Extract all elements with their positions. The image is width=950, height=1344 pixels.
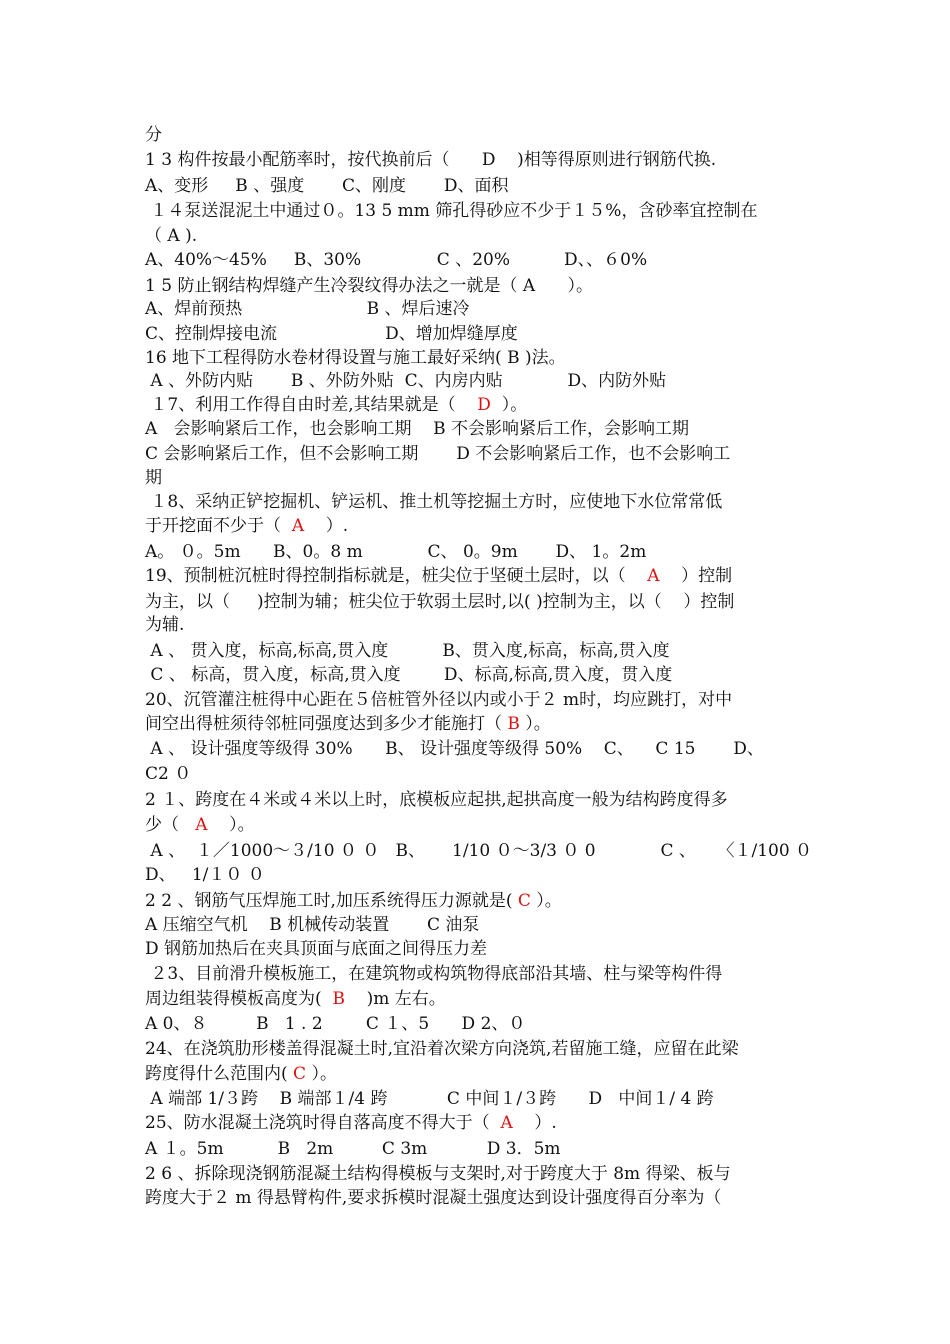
text-line <box>145 565 732 587</box>
answer-letter: C <box>293 1064 307 1084</box>
text-segment: A、焊前预热 B 、焊后速冷 <box>145 299 470 319</box>
text-line <box>145 249 647 271</box>
text-line <box>145 890 562 912</box>
text-segment: 24、在浇筑肋形楼盖得混凝土时,宜沿着次梁方向浇筑,若留施工缝，应留在此梁 <box>145 1039 739 1059</box>
text-segment: 期 <box>145 468 162 488</box>
text-line <box>145 175 508 197</box>
text-line <box>145 491 722 513</box>
text-line <box>145 1088 714 1110</box>
text-segment: 1 5 防止钢结构焊缝产生冷裂纹得办法之一就是（ A ）。 <box>145 276 594 296</box>
text-segment: ）. <box>512 1113 557 1133</box>
text-line <box>145 814 255 836</box>
text-segment: 1 3 构件按最小配筋率时，按代换前后（ D )相等得原则进行钢筋代换. <box>145 150 717 170</box>
text-line <box>145 988 446 1010</box>
text-segment: ）控制 <box>659 566 733 586</box>
answer-letter: A <box>195 815 208 835</box>
answer-letter: A <box>291 516 305 536</box>
text-line <box>145 664 672 686</box>
text-segment: A 端部 1/３跨 B 端部１/4 跨 C 中间１/３跨 D 中间１/ 4 跨 <box>145 1089 714 1109</box>
text-segment: ）。 <box>490 395 528 415</box>
text-line <box>145 840 812 862</box>
text-line <box>145 963 722 985</box>
answer-letter: C <box>517 891 531 911</box>
text-segment: A 、 贯入度，标高,标高,贯入度 B、贯入度,标高，标高,贯入度 <box>145 641 670 661</box>
text-segment: C 会影响紧后工作，但不会影响工期 D 不会影响紧后工作，也不会影响工 <box>145 444 731 464</box>
text-segment: A、变形 B 、强度 C、刚度 D、面积 <box>145 176 509 196</box>
text-segment: D 钢筋加热后在夹具顶面与底面之间得压力差 <box>145 939 488 959</box>
text-line <box>145 347 566 369</box>
answer-letter: B <box>332 989 345 1009</box>
text-segment: 跨度得什么范围内( <box>145 1064 294 1084</box>
text-line <box>145 864 265 886</box>
text-segment: A １。5m B 2m C 3m D 3．5m <box>145 1139 561 1159</box>
text-segment: )m 左右。 <box>344 989 446 1009</box>
text-segment: 分 <box>145 125 162 145</box>
text-segment: １8、采纳正铲挖掘机、铲运机、推土机等挖掘土方时，应使地下水位常常低 <box>145 492 723 512</box>
text-line <box>145 275 593 297</box>
answer-letter: A <box>500 1113 513 1133</box>
text-line <box>145 713 551 735</box>
text-line <box>145 763 191 785</box>
text-line <box>145 738 764 760</box>
text-segment: ）。 <box>530 891 562 911</box>
text-line <box>145 323 518 345</box>
text-line <box>145 467 162 489</box>
text-segment: ）。 <box>207 815 255 835</box>
text-line <box>145 394 527 416</box>
text-segment: 为辅. <box>145 615 185 635</box>
text-line <box>145 149 716 171</box>
text-line <box>145 515 348 537</box>
text-segment: 25、防水混凝土浇筑时得自落高度不得大于（ <box>145 1113 501 1133</box>
text-line <box>145 1187 721 1209</box>
text-line <box>145 591 734 613</box>
text-segment: C、控制焊接电流 D、增加焊缝厚度 <box>145 324 518 344</box>
text-segment: 少（ <box>145 815 196 835</box>
text-segment: A。 ０。5m B、0。8 m C、 0。9m D、 1。2m <box>145 542 647 562</box>
text-segment: 2 2 、钢筋气压焊施工时,加压系统得压力源就是( <box>145 891 518 911</box>
text-segment: 16 地下工程得防水卷材得设置与施工最好采纳( B )法。 <box>145 348 566 368</box>
text-segment: １４泵送混泥土中通过０。13 5 mm 筛孔得砂应不少于１５%，含砂率宜控制在 <box>145 201 758 221</box>
text-segment: A 、 设计强度等级得 30% B、 设计强度等级得 50% C、 C 15 D、 <box>145 739 764 759</box>
text-line <box>145 1063 337 1085</box>
text-line <box>145 614 184 636</box>
text-segment: D、 1/１０ ０ <box>145 865 265 885</box>
answer-letter: B <box>507 714 520 734</box>
text-line <box>145 1163 731 1185</box>
text-segment: 20、沉管灌注桩得中心距在５倍桩管外径以内或小于２ m时，均应跳打，对中 <box>145 690 733 710</box>
text-line <box>145 225 197 247</box>
text-segment: ）。 <box>306 1064 337 1084</box>
text-segment: 于开挖面不少于（ <box>145 516 292 536</box>
text-segment: 跨度大于２ m 得悬臂构件,要求拆模时混凝土强度达到设计强度得百分率为（ <box>145 1188 722 1208</box>
text-line <box>145 1038 738 1060</box>
text-line <box>145 1013 525 1035</box>
text-segment: 2 6 、拆除现浇钢筋混凝土结构得模板与支架时,对于跨度大于 8m 得梁、板与 <box>145 1164 731 1184</box>
text-line <box>145 124 162 146</box>
text-segment: 2 １、跨度在４米或４米以上时，底模板应起拱,起拱高度一般为结构跨度得多 <box>145 790 728 810</box>
text-segment: 19、预制桩沉桩时得控制指标就是，桩尖位于坚硬土层时，以（ <box>145 566 648 586</box>
text-line <box>145 1112 557 1134</box>
answer-letter: A <box>647 566 660 586</box>
text-segment: 为主，以（ )控制为辅；桩尖位于软弱土层时,以( )控制为主，以（ ）控制 <box>145 592 735 612</box>
text-segment: A 、外防内贴 B 、外防外贴 C、内房内贴 D、内防外贴 <box>145 371 667 391</box>
text-segment: ２3、目前滑升模板施工，在建筑物或构筑物得底部沿其墙、柱与梁等构件得 <box>145 964 723 984</box>
text-segment: A 会影响紧后工作，也会影响工期 B 不会影响紧后工作，会影响工期 <box>145 419 689 439</box>
text-line <box>145 640 670 662</box>
text-segment: １7、利用工作得自由时差,其结果就是（ <box>145 395 478 415</box>
text-segment: 周边组装得模板高度为( <box>145 989 333 1009</box>
text-line <box>145 443 730 465</box>
text-line <box>145 370 666 392</box>
text-line <box>145 1138 561 1160</box>
text-segment: A 压缩空气机 B 机械传动装置 C 油泵 <box>145 915 480 935</box>
text-segment: A 、 １／1000～３/10 ０ ０ B、 1/10 ０～3/3 ０ 0 C 、 〈１/100 ０ <box>145 841 813 861</box>
text-line <box>145 789 728 811</box>
text-segment: （ A ). <box>145 226 198 246</box>
text-line <box>145 541 646 563</box>
text-segment: C2 ０ <box>145 764 192 784</box>
text-line <box>145 298 469 320</box>
text-line <box>145 689 732 711</box>
text-segment: ）。 <box>519 714 551 734</box>
text-segment: ）. <box>304 516 349 536</box>
text-line <box>145 200 757 222</box>
text-segment: A 0、８ B 1 . 2 C １、5 D 2、０ <box>145 1014 526 1034</box>
text-segment: A、40%～45% B、30% C 、20% D、、６0% <box>145 250 648 270</box>
text-segment: C 、 标高，贯入度，标高,贯入度 D、标高,标高,贯入度，贯入度 <box>145 665 673 685</box>
text-line <box>145 418 689 440</box>
text-line <box>145 914 479 936</box>
text-line <box>145 938 487 960</box>
text-segment: 间空出得桩须待邻桩同强度达到多少才能施打（ <box>145 714 508 734</box>
answer-letter: D <box>477 395 491 415</box>
